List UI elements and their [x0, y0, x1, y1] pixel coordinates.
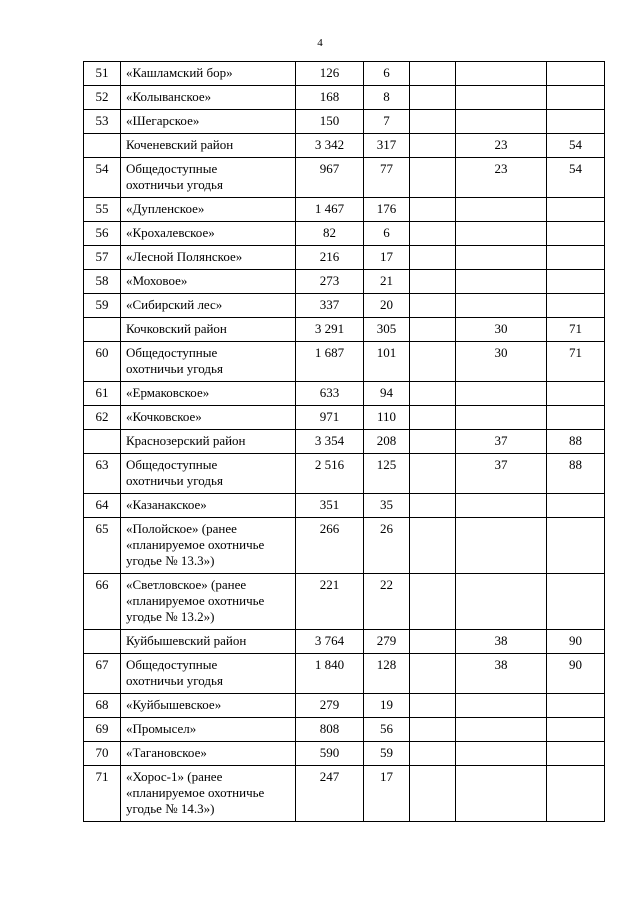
second-value-cell: 77	[364, 158, 410, 198]
fourth-value-cell	[456, 574, 547, 630]
hunting-ground-name-cell: «Светловское» (ранее «планируемое охотничье угодье № 13.2»)	[121, 574, 296, 630]
area-value-cell: 3 342	[296, 134, 364, 158]
second-value-cell: 128	[364, 654, 410, 694]
third-value-cell	[410, 158, 456, 198]
fourth-value-cell: 30	[456, 318, 547, 342]
fifth-value-cell: 90	[547, 654, 605, 694]
third-value-cell	[410, 382, 456, 406]
area-value-cell: 3 764	[296, 630, 364, 654]
third-value-cell	[410, 222, 456, 246]
table-row	[84, 294, 605, 318]
district-subtotal-row	[84, 134, 605, 158]
table-row	[84, 62, 605, 86]
fifth-value-cell: 90	[547, 630, 605, 654]
row-number-cell: 71	[84, 766, 121, 822]
page-number: 4	[317, 37, 323, 49]
table-row	[84, 718, 605, 742]
table-row	[84, 270, 605, 294]
fourth-value-cell: 38	[456, 630, 547, 654]
fifth-value-cell	[547, 198, 605, 222]
fourth-value-cell: 38	[456, 654, 547, 694]
fifth-value-cell: 71	[547, 318, 605, 342]
row-number-cell: 52	[84, 86, 121, 110]
row-number-cell: 68	[84, 694, 121, 718]
fifth-value-cell: 54	[547, 158, 605, 198]
table-row	[84, 198, 605, 222]
fourth-value-cell: 30	[456, 342, 547, 382]
area-value-cell: 150	[296, 110, 364, 134]
fifth-value-cell: 71	[547, 342, 605, 382]
fourth-value-cell	[456, 110, 547, 134]
fourth-value-cell: 23	[456, 158, 547, 198]
third-value-cell	[410, 294, 456, 318]
hunting-ground-name-cell: «Дупленское»	[121, 198, 296, 222]
third-value-cell	[410, 454, 456, 494]
fifth-value-cell: 88	[547, 430, 605, 454]
third-value-cell	[410, 518, 456, 574]
area-value-cell: 1 840	[296, 654, 364, 694]
table-row	[84, 246, 605, 270]
second-value-cell: 110	[364, 406, 410, 430]
table-row	[84, 766, 605, 822]
fifth-value-cell	[547, 766, 605, 822]
third-value-cell	[410, 694, 456, 718]
area-value-cell: 1 467	[296, 198, 364, 222]
fourth-value-cell	[456, 494, 547, 518]
fifth-value-cell	[547, 246, 605, 270]
second-value-cell: 59	[364, 742, 410, 766]
hunting-ground-name-cell: «Казанакское»	[121, 494, 296, 518]
third-value-cell	[410, 86, 456, 110]
hunting-ground-name-cell: «Тагановское»	[121, 742, 296, 766]
hunting-ground-name-cell: «Лесной Полянское»	[121, 246, 296, 270]
district-subtotal-row	[84, 630, 605, 654]
second-value-cell: 305	[364, 318, 410, 342]
hunting-ground-name-cell: «Моховое»	[121, 270, 296, 294]
fifth-value-cell	[547, 574, 605, 630]
third-value-cell	[410, 430, 456, 454]
area-value-cell: 216	[296, 246, 364, 270]
hunting-ground-name-cell: Общедоступные охотничьи угодья	[121, 654, 296, 694]
area-value-cell: 221	[296, 574, 364, 630]
fifth-value-cell	[547, 694, 605, 718]
table-row	[84, 494, 605, 518]
row-number-cell	[84, 430, 121, 454]
third-value-cell	[410, 318, 456, 342]
row-number-cell: 51	[84, 62, 121, 86]
area-value-cell: 126	[296, 62, 364, 86]
area-value-cell: 590	[296, 742, 364, 766]
row-number-cell: 66	[84, 574, 121, 630]
hunting-ground-name-cell: «Куйбышевское»	[121, 694, 296, 718]
table-row	[84, 406, 605, 430]
area-value-cell: 168	[296, 86, 364, 110]
area-value-cell: 2 516	[296, 454, 364, 494]
hunting-ground-name-cell: Куйбышевский район	[121, 630, 296, 654]
hunting-ground-name-cell: Общедоступные охотничьи угодья	[121, 158, 296, 198]
fourth-value-cell	[456, 62, 547, 86]
second-value-cell: 17	[364, 246, 410, 270]
hunting-ground-name-cell: «Шегарское»	[121, 110, 296, 134]
fifth-value-cell	[547, 518, 605, 574]
table-row	[84, 86, 605, 110]
row-number-cell: 62	[84, 406, 121, 430]
area-value-cell: 266	[296, 518, 364, 574]
second-value-cell: 125	[364, 454, 410, 494]
third-value-cell	[410, 62, 456, 86]
row-number-cell: 70	[84, 742, 121, 766]
third-value-cell	[410, 574, 456, 630]
fourth-value-cell	[456, 766, 547, 822]
table-row	[84, 382, 605, 406]
hunting-ground-name-cell: «Кочковское»	[121, 406, 296, 430]
third-value-cell	[410, 342, 456, 382]
fifth-value-cell	[547, 294, 605, 318]
area-value-cell: 971	[296, 406, 364, 430]
fifth-value-cell: 54	[547, 134, 605, 158]
second-value-cell: 8	[364, 86, 410, 110]
table-row	[84, 742, 605, 766]
second-value-cell: 176	[364, 198, 410, 222]
fourth-value-cell	[456, 694, 547, 718]
fifth-value-cell	[547, 110, 605, 134]
fourth-value-cell	[456, 198, 547, 222]
area-value-cell: 1 687	[296, 342, 364, 382]
table-row	[84, 158, 605, 198]
fifth-value-cell	[547, 62, 605, 86]
third-value-cell	[410, 766, 456, 822]
table-row	[84, 518, 605, 574]
row-number-cell: 67	[84, 654, 121, 694]
fourth-value-cell: 37	[456, 454, 547, 494]
hunting-ground-name-cell: Кочковский район	[121, 318, 296, 342]
row-number-cell: 61	[84, 382, 121, 406]
hunting-ground-name-cell: «Сибирский лес»	[121, 294, 296, 318]
area-value-cell: 633	[296, 382, 364, 406]
table-row	[84, 454, 605, 494]
second-value-cell: 317	[364, 134, 410, 158]
district-subtotal-row	[84, 318, 605, 342]
fifth-value-cell	[547, 382, 605, 406]
row-number-cell: 55	[84, 198, 121, 222]
hunting-ground-name-cell: «Хорос-1» (ранее «планируемое охотничье угодье № 14.3»)	[121, 766, 296, 822]
fifth-value-cell	[547, 742, 605, 766]
fourth-value-cell: 37	[456, 430, 547, 454]
fourth-value-cell	[456, 222, 547, 246]
area-value-cell: 247	[296, 766, 364, 822]
third-value-cell	[410, 654, 456, 694]
fourth-value-cell	[456, 270, 547, 294]
fourth-value-cell	[456, 406, 547, 430]
row-number-cell: 56	[84, 222, 121, 246]
area-value-cell: 351	[296, 494, 364, 518]
fifth-value-cell	[547, 406, 605, 430]
area-value-cell: 337	[296, 294, 364, 318]
hunting-ground-name-cell: «Кашламский бор»	[121, 62, 296, 86]
fifth-value-cell	[547, 270, 605, 294]
row-number-cell	[84, 318, 121, 342]
second-value-cell: 208	[364, 430, 410, 454]
row-number-cell: 69	[84, 718, 121, 742]
fourth-value-cell	[456, 246, 547, 270]
second-value-cell: 26	[364, 518, 410, 574]
third-value-cell	[410, 742, 456, 766]
row-number-cell: 64	[84, 494, 121, 518]
second-value-cell: 20	[364, 294, 410, 318]
area-value-cell: 3 291	[296, 318, 364, 342]
row-number-cell: 60	[84, 342, 121, 382]
third-value-cell	[410, 246, 456, 270]
hunting-ground-name-cell: «Промысел»	[121, 718, 296, 742]
row-number-cell: 58	[84, 270, 121, 294]
third-value-cell	[410, 718, 456, 742]
fourth-value-cell	[456, 86, 547, 110]
row-number-cell	[84, 630, 121, 654]
area-value-cell: 82	[296, 222, 364, 246]
third-value-cell	[410, 110, 456, 134]
second-value-cell: 17	[364, 766, 410, 822]
second-value-cell: 6	[364, 62, 410, 86]
hunting-ground-name-cell: «Колыванское»	[121, 86, 296, 110]
table-row	[84, 110, 605, 134]
table-row	[84, 694, 605, 718]
row-number-cell: 65	[84, 518, 121, 574]
row-number-cell: 54	[84, 158, 121, 198]
second-value-cell: 21	[364, 270, 410, 294]
second-value-cell: 56	[364, 718, 410, 742]
hunting-ground-name-cell: Краснозерский район	[121, 430, 296, 454]
hunting-ground-name-cell: «Крохалевское»	[121, 222, 296, 246]
second-value-cell: 101	[364, 342, 410, 382]
area-value-cell: 808	[296, 718, 364, 742]
fourth-value-cell: 23	[456, 134, 547, 158]
third-value-cell	[410, 406, 456, 430]
row-number-cell	[84, 134, 121, 158]
third-value-cell	[410, 198, 456, 222]
row-number-cell: 63	[84, 454, 121, 494]
second-value-cell: 279	[364, 630, 410, 654]
area-value-cell: 273	[296, 270, 364, 294]
third-value-cell	[410, 270, 456, 294]
second-value-cell: 94	[364, 382, 410, 406]
hunting-grounds-table	[83, 61, 605, 822]
hunting-ground-name-cell: Коченевский район	[121, 134, 296, 158]
second-value-cell: 6	[364, 222, 410, 246]
table-row	[84, 342, 605, 382]
fourth-value-cell	[456, 518, 547, 574]
row-number-cell: 59	[84, 294, 121, 318]
third-value-cell	[410, 630, 456, 654]
fourth-value-cell	[456, 742, 547, 766]
area-value-cell: 279	[296, 694, 364, 718]
second-value-cell: 22	[364, 574, 410, 630]
row-number-cell: 57	[84, 246, 121, 270]
hunting-ground-name-cell: «Полойское» (ранее «планируемое охотничье угодье № 13.3»)	[121, 518, 296, 574]
hunting-ground-name-cell: Общедоступные охотничьи угодья	[121, 454, 296, 494]
second-value-cell: 35	[364, 494, 410, 518]
area-value-cell: 967	[296, 158, 364, 198]
table-body	[84, 62, 605, 822]
table-row	[84, 654, 605, 694]
fourth-value-cell	[456, 294, 547, 318]
third-value-cell	[410, 134, 456, 158]
fourth-value-cell	[456, 718, 547, 742]
district-subtotal-row	[84, 430, 605, 454]
table-row	[84, 574, 605, 630]
fourth-value-cell	[456, 382, 547, 406]
area-value-cell: 3 354	[296, 430, 364, 454]
fifth-value-cell	[547, 718, 605, 742]
second-value-cell: 7	[364, 110, 410, 134]
fifth-value-cell	[547, 222, 605, 246]
second-value-cell: 19	[364, 694, 410, 718]
row-number-cell: 53	[84, 110, 121, 134]
fifth-value-cell	[547, 86, 605, 110]
fifth-value-cell: 88	[547, 454, 605, 494]
fifth-value-cell	[547, 494, 605, 518]
third-value-cell	[410, 494, 456, 518]
table-row	[84, 222, 605, 246]
hunting-ground-name-cell: Общедоступные охотничьи угодья	[121, 342, 296, 382]
hunting-ground-name-cell: «Ермаковское»	[121, 382, 296, 406]
